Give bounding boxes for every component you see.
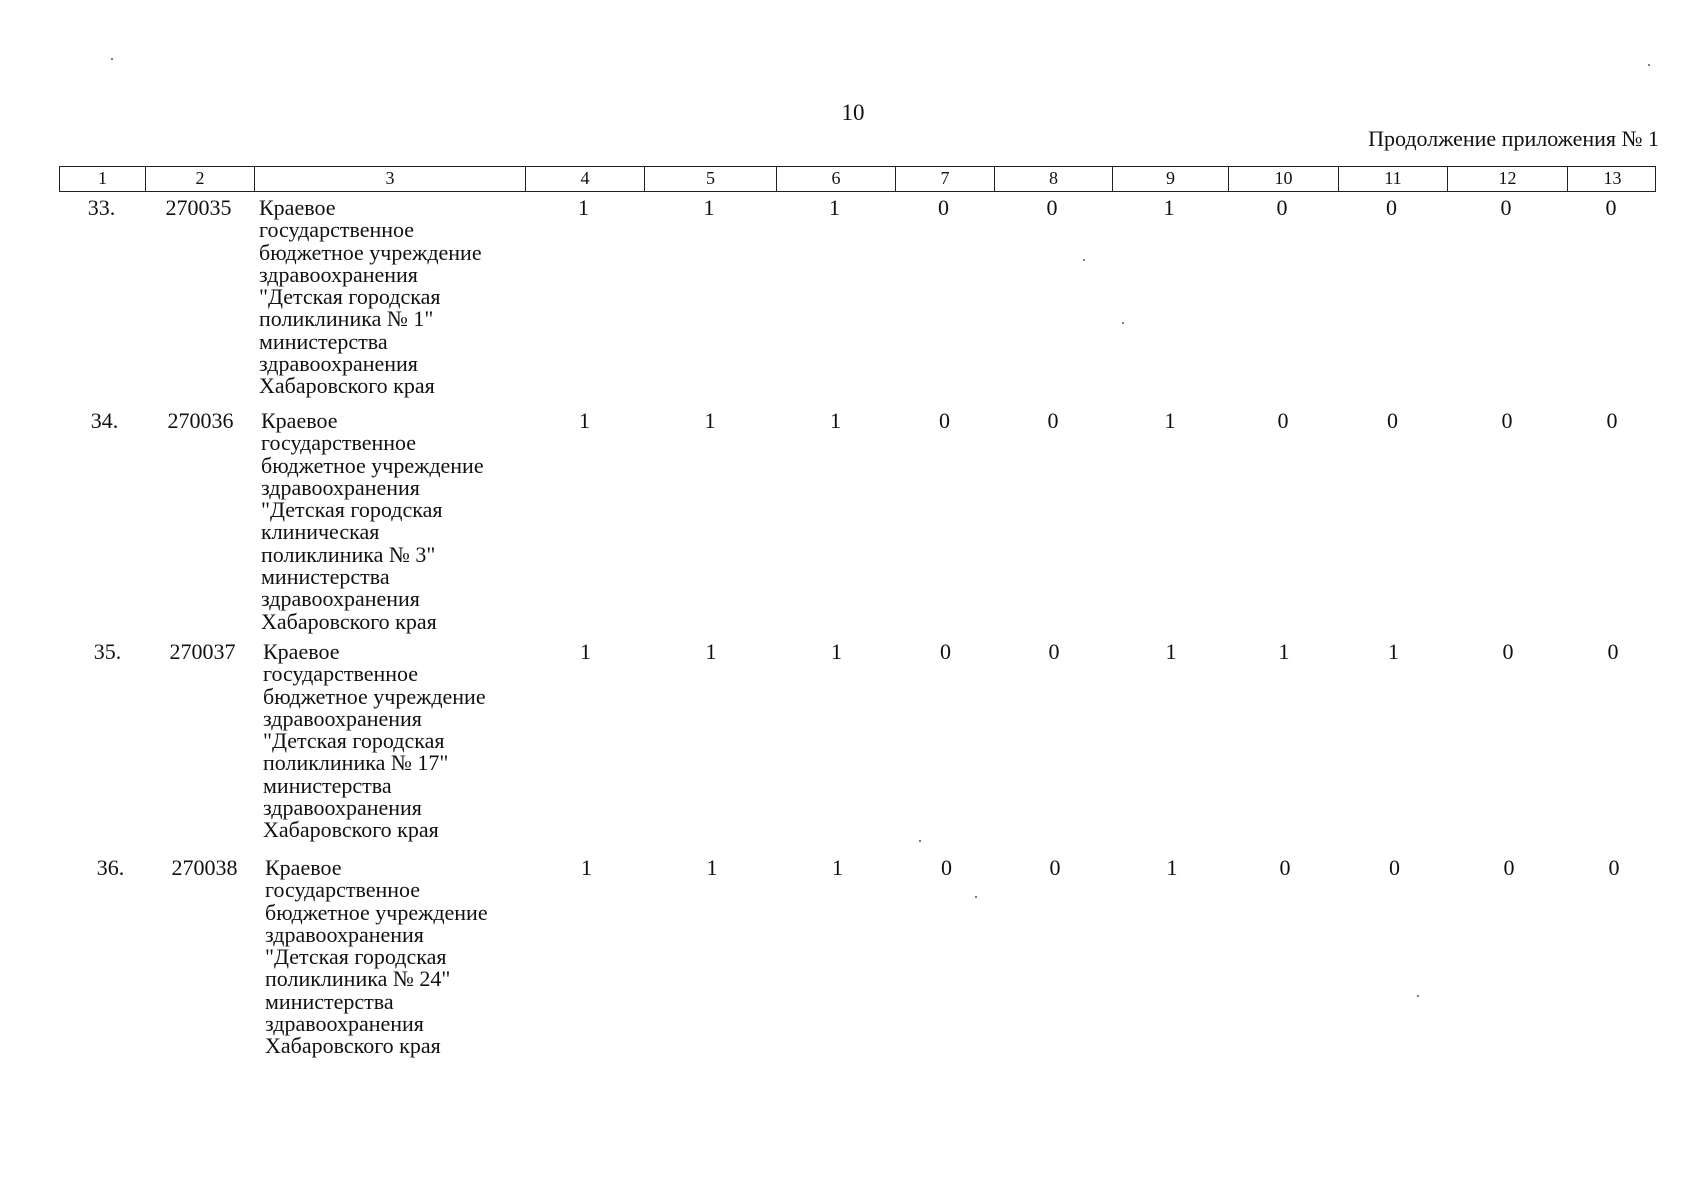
header-cell-col-1: 1 — [98, 168, 107, 188]
value-cell-col-13: 0 — [1606, 408, 1618, 433]
header-cell-col-7: 7 — [895, 167, 994, 191]
value-cell-col-8: 0 — [1046, 195, 1058, 220]
org-name: Краевое государственное бюджетное учреждение здравоохранения "Детская городская поликлиника № 1" министерства здравоохранения Хабаровского края — [259, 195, 482, 399]
value-cell-col-6: 1 — [829, 195, 840, 220]
table-header-row — [59, 166, 1656, 192]
row-number: 33. — [87, 195, 116, 220]
header-cell-col-9: 9 — [1112, 167, 1228, 191]
value-cell-col-13: 0 — [1608, 855, 1620, 880]
scan-speck — [1417, 995, 1419, 997]
value-cell-col-6: 1 — [832, 855, 843, 880]
header-cell-col-3: 3 — [254, 167, 525, 191]
header-cell-col-11: 11 — [1338, 167, 1447, 191]
value-cell-col-8: 0 — [1049, 855, 1061, 880]
page-number: 10 — [841, 100, 865, 125]
row-number: 35. — [93, 639, 122, 664]
value-cell-col-12: 0 — [1501, 408, 1513, 433]
value-cell-col-4: 1 — [578, 195, 589, 220]
value-cell-col-5: 1 — [703, 195, 715, 220]
header-cell-col-5: 5 — [644, 167, 776, 191]
value-cell-col-5: 1 — [705, 639, 717, 664]
value-cell-col-6: 1 — [831, 639, 842, 664]
value-cell-col-10: 1 — [1278, 639, 1290, 664]
value-cell-col-9: 1 — [1166, 855, 1178, 880]
header-cell-col-10: 10 — [1228, 167, 1338, 191]
value-cell-col-8: 0 — [1047, 408, 1059, 433]
value-cell-col-11: 1 — [1388, 639, 1399, 664]
value-cell-col-12: 0 — [1500, 195, 1512, 220]
scan-speck — [1083, 259, 1085, 261]
value-cell-col-11: 0 — [1387, 408, 1398, 433]
value-cell-col-4: 1 — [580, 639, 591, 664]
header-cell-col-8: 8 — [994, 167, 1112, 191]
value-cell-col-7: 0 — [941, 855, 952, 880]
value-cell-col-9: 1 — [1163, 195, 1175, 220]
continuation-heading: Продолжение приложения № 1 — [1368, 126, 1659, 151]
scan-speck — [975, 896, 977, 898]
org-code: 270037 — [169, 639, 236, 664]
scan-speck — [111, 58, 113, 60]
value-cell-col-13: 0 — [1607, 639, 1619, 664]
value-cell-col-7: 0 — [938, 195, 949, 220]
row-number: 34. — [90, 408, 119, 433]
org-code: 270035 — [165, 195, 232, 220]
org-name: Краевое государственное бюджетное учреждение здравоохранения "Детская городская поликлиника № 24" министерства здравоохранения Хабаровского края — [265, 855, 488, 1059]
value-cell-col-13: 0 — [1605, 195, 1617, 220]
value-cell-col-11: 0 — [1389, 855, 1400, 880]
org-code: 270038 — [171, 855, 238, 880]
value-cell-col-5: 1 — [704, 408, 716, 433]
value-cell-col-9: 1 — [1165, 639, 1177, 664]
org-name: Краевое государственное бюджетное учреждение здравоохранения "Детская городская поликлиника № 17" министерства здравоохранения Хабаровского края — [263, 639, 486, 843]
scan-speck — [1648, 64, 1650, 66]
scan-speck — [919, 840, 921, 842]
value-cell-col-4: 1 — [579, 408, 590, 433]
value-cell-col-5: 1 — [706, 855, 718, 880]
value-cell-col-11: 0 — [1386, 195, 1397, 220]
header-cell-col-2: 2 — [145, 167, 254, 191]
value-cell-col-9: 1 — [1164, 408, 1176, 433]
header-cell-col-4: 4 — [525, 167, 644, 191]
header-cell-col-13: 13 — [1567, 167, 1657, 191]
row-number: 36. — [96, 855, 125, 880]
header-cell-col-6: 6 — [776, 167, 895, 191]
scan-speck — [1122, 322, 1124, 324]
header-cell-col-12: 12 — [1447, 167, 1567, 191]
value-cell-col-10: 0 — [1276, 195, 1288, 220]
value-cell-col-12: 0 — [1503, 855, 1515, 880]
value-cell-col-10: 0 — [1277, 408, 1289, 433]
value-cell-col-12: 0 — [1502, 639, 1514, 664]
value-cell-col-4: 1 — [581, 855, 592, 880]
value-cell-col-6: 1 — [830, 408, 841, 433]
org-name: Краевое государственное бюджетное учреждение здравоохранения "Детская городская клиническая поликлиника № 3" министерства здравоохранения Хабаровского края — [261, 408, 484, 634]
value-cell-col-7: 0 — [940, 639, 951, 664]
value-cell-col-10: 0 — [1279, 855, 1291, 880]
org-code: 270036 — [167, 408, 234, 433]
value-cell-col-7: 0 — [939, 408, 950, 433]
value-cell-col-8: 0 — [1048, 639, 1060, 664]
